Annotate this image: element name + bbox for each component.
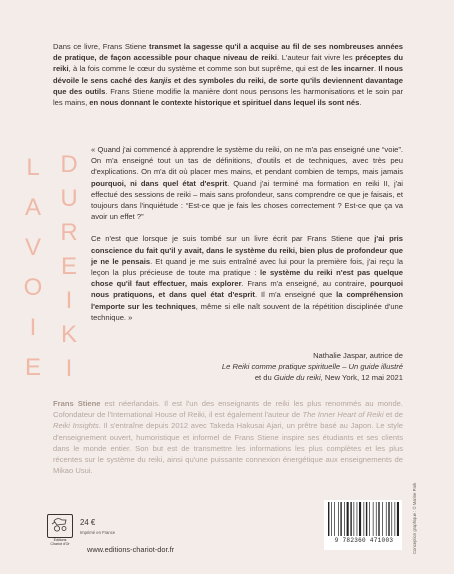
intro-text: Dans ce livre, Frans Stiene <box>53 42 150 51</box>
attribution-book-title: Guide du reiki <box>273 373 321 383</box>
la-voie-letter-2: V <box>24 234 41 261</box>
quote-bold: j'ai pris conscience du fait qu'il y avait, dans le système du reiki, bien plus de profondeur que je ne le pensais <box>91 234 403 266</box>
barcode-bar <box>391 502 392 536</box>
barcode-bar <box>378 502 379 536</box>
intro-bold: les incarner <box>331 64 374 74</box>
quote-text: . Il m'a enseigné que <box>254 290 337 300</box>
chariot-icon <box>51 517 69 533</box>
quote-attribution <box>170 350 403 384</box>
barcode-bar <box>373 502 374 536</box>
intro-bold-text: Il nous dévoile le sens caché des <box>53 64 404 85</box>
barcode-bar <box>386 502 387 536</box>
author-name: Frans Stiene <box>53 399 101 408</box>
quote-text: . Quand j'ai terminé ma formation en reiki II, j'ai effectué des sessions de reiki – mais sans profondeur, sans comprendre ce que je faisais, et toujours dans l'inquiétude : “Est-ce que je fais les choses correctement ? Est-ce que ça va avoir un effet ?” <box>91 178 403 222</box>
la-voie-letter-1: A <box>24 194 41 221</box>
intro-text: . L'auteur fait vivre les <box>276 53 356 63</box>
intro-bold: en nous donnant le contexte historique et spirituel dans lequel ils sont nés <box>89 98 360 108</box>
intro-italic: kanjis <box>149 75 172 85</box>
quote-text: . Et quand je me suis entraîné avec lui pour la première fois, j'ai reçu la leçon la plus précieuse de toute ma pratique : <box>91 256 403 278</box>
bio-text: et de <box>383 410 403 420</box>
attribution-name: Nathalie Jaspar, autrice de <box>313 351 403 360</box>
du-reiki-letter-5: K <box>60 321 77 348</box>
barcode-bar <box>369 502 370 536</box>
quote-bold: pourquoi, ni dans quel état d'esprit <box>91 178 228 188</box>
attribution-text: et du <box>254 373 274 383</box>
attribution-book-title: Le Reiki comme pratique spirituelle – Un guide illustré <box>221 362 403 372</box>
publisher-logo <box>47 514 73 538</box>
la-voie-letter-5: E <box>24 354 41 381</box>
la-voie-letter-3: O <box>23 274 43 301</box>
barcode-bar <box>357 502 358 536</box>
attribution-text: , New York, 12 mai 2021 <box>320 373 403 383</box>
attribution-book-line <box>170 361 403 372</box>
barcode-bar <box>350 502 351 536</box>
quote-text: Ce n'est que lorsque je suis tombé sur un livre écrit par Frans Stiene que <box>91 234 375 244</box>
barcode-bar <box>354 502 355 536</box>
bio-text: est néerlandais. Il est l'un des enseignants de reiki les plus renommés au monde. Cofondateur de l'International House of Reiki, il est également l'auteur de <box>53 399 403 420</box>
barcode-bar <box>397 502 399 536</box>
intro-bold-text: et des symboles du reiki, de sorte qu'ils deviennent davantage que des outils <box>53 75 403 96</box>
du-reiki-letter-3: E <box>60 253 77 280</box>
bio-book-title: Reiki Insights <box>53 421 99 431</box>
intro-text: . Frans Stiene modifie la manière dont nous pensons les harmonisations et le soin par les mains, <box>53 86 403 108</box>
quote-bold: le système du reiki n'est pas quelque chose qu'il faut effectuer, mais explorer <box>91 268 403 289</box>
barcode-bar <box>347 502 349 536</box>
quote-bold: la compréhension l'emporte sur les techniques <box>91 290 403 311</box>
intro-text: . <box>373 64 379 74</box>
barcode-bar <box>328 502 329 536</box>
testimonial-quote <box>91 144 403 323</box>
attribution-book-line-2 <box>170 372 403 383</box>
du-reiki-letter-0: D <box>60 151 78 178</box>
barcode-bar <box>340 502 341 536</box>
intro-bold: transmet la sagesse qu'il a acquise au fil de ses nombreuses années de pratique, de façon accessible pour chaque niveau de reiki <box>53 42 403 63</box>
barcode-bar <box>388 502 389 536</box>
quote-paragraph-2 <box>91 233 403 323</box>
intro-text: , à la fois comme le cœur du système et comme son but suprême, qui est de <box>68 64 332 74</box>
barcode-bar <box>366 502 367 536</box>
printed-in: Imprimé en France <box>80 530 116 535</box>
publisher-website[interactable]: www.editions-chariot-dor.fr <box>87 545 175 554</box>
la-voie-letter-4: I <box>29 314 37 341</box>
quote-paragraph-1 <box>91 144 403 222</box>
publisher-logo-text: Éditions Chariot d'Or <box>50 538 70 546</box>
quote-text: . Frans m'a enseigné, au contraire, <box>241 279 371 289</box>
barcode-bar <box>344 502 345 536</box>
quote-text: « Quand j'ai commencé à apprendre le système du reiki, on ne m'a pas enseigné une “voie”. On m'a enseigné tout un tas de définitions, d'outils et de techniques, avec très peu d'explications. On m'a dit où placer mes mains, et pendant combien de temps, mais jamais <box>91 145 403 177</box>
vertical-title-la-voie <box>22 148 44 388</box>
bio-book-title: The Inner Heart of Reiki <box>302 410 384 420</box>
barcode-bar <box>359 502 361 536</box>
quote-text: , même si elle naît souvent de la répétition disciplinée d'une technique. » <box>91 301 403 322</box>
vertical-title-du-reiki <box>58 148 80 386</box>
la-voie-letter-0: L <box>26 154 40 181</box>
design-credit: Conception graphique : © Marine Park <box>412 482 417 554</box>
barcode-bar <box>364 502 365 536</box>
barcode-bars <box>324 500 402 538</box>
barcode-bar <box>382 502 383 536</box>
du-reiki-letter-2: R <box>60 219 78 246</box>
isbn-digits: 9 782360 471003 <box>326 537 402 544</box>
bio-text: . Il s'entraîne depuis 2012 avec Takeda Hakusai Ajari, un prêtre basé au Japon. Le style d'enseignement ouvert, humoristique et informel de Frans Stiene inspire ses étudiants et ses clients dans le monde entier. Son but est de transmettre les informations les plus complètes et les plus récentes sur le système du reiki, ainsi qu'une puissante connexion énergétique aux enseignements de Mikao Usui. <box>53 421 403 476</box>
intro-text: . <box>359 98 362 108</box>
price: 24 € <box>80 518 96 527</box>
du-reiki-letter-1: U <box>60 185 78 212</box>
du-reiki-letter-6: I <box>65 355 73 382</box>
quote-bold: pourquoi nous pratiquons, et dans quel état d'esprit <box>91 279 403 300</box>
author-bio <box>53 398 403 476</box>
du-reiki-letter-4: I <box>65 287 73 314</box>
intro-paragraph <box>53 41 403 108</box>
barcode-bar <box>376 502 377 536</box>
intro-bold: préceptes du reiki <box>53 53 404 74</box>
barcode-bar <box>331 502 332 536</box>
barcode-bar <box>338 502 339 536</box>
barcode-bar <box>334 502 335 536</box>
barcode-bar <box>395 502 396 536</box>
